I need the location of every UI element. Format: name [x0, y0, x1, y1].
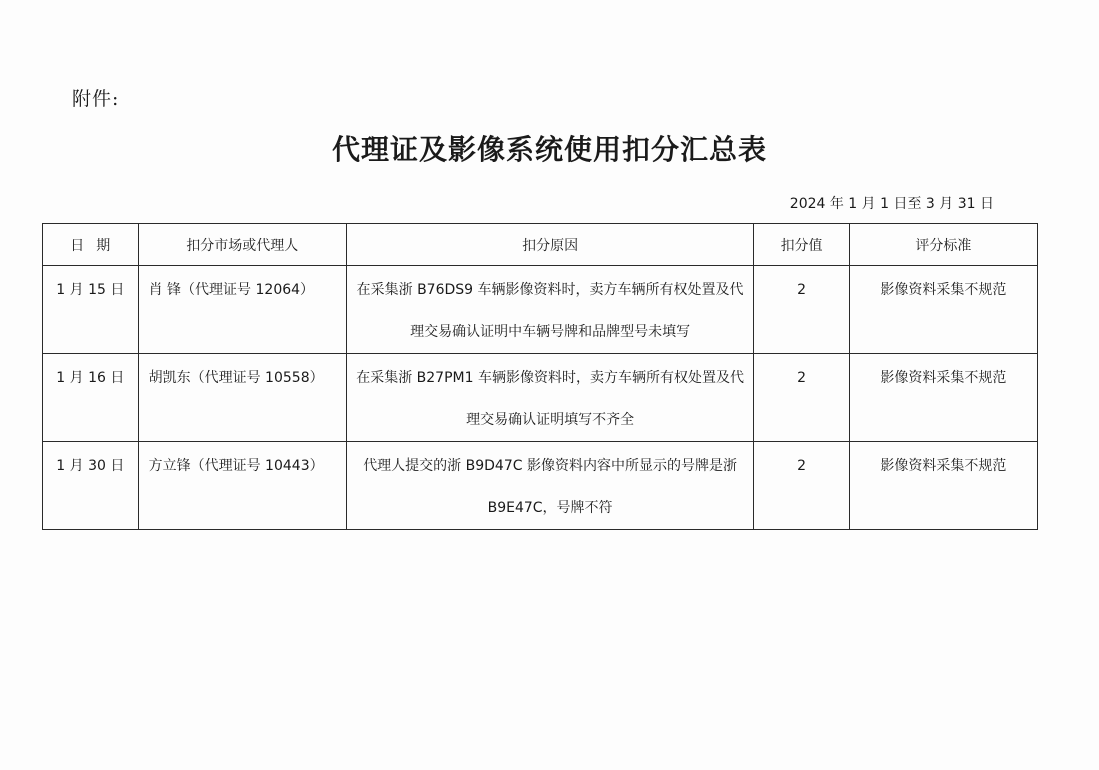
row-agent: 肖 锋（代理证号 12064）: [138, 266, 346, 354]
row-standard: 影像资料采集不规范: [849, 266, 1037, 354]
row-reason: 在采集浙 B27PM1 车辆影像资料时，卖方车辆所有权处置及代理交易确认证明填写不齐全: [346, 354, 753, 442]
table-row: [43, 266, 1038, 354]
deduction-summary-table: [42, 223, 1038, 530]
row-standard: 影像资料采集不规范: [849, 442, 1037, 530]
row-reason: 代理人提交的浙 B9D47C 影像资料内容中所显示的号牌是浙 B9E47C，号牌不符: [346, 442, 753, 530]
header-agent: 扣分市场或代理人: [138, 224, 346, 266]
header-date: 日期: [43, 224, 139, 266]
row-score: 2: [754, 442, 850, 530]
row-agent: 方立锋（代理证号 10443）: [138, 442, 346, 530]
row-date: 1 月 30 日: [43, 442, 139, 530]
row-date: 1 月 15 日: [43, 266, 139, 354]
page-title: 代理证及影像系统使用扣分汇总表: [331, 133, 767, 166]
attachment-label: 附件:: [72, 88, 120, 110]
table-row: [43, 442, 1038, 530]
header-reason: 扣分原因: [346, 224, 753, 266]
row-standard: 影像资料采集不规范: [849, 354, 1037, 442]
row-reason: 在采集浙 B76DS9 车辆影像资料时，卖方车辆所有权处置及代理交易确认证明中车辆号牌和品牌型号未填写: [346, 266, 753, 354]
header-score: 扣分值: [754, 224, 850, 266]
row-agent: 胡凯东（代理证号 10558）: [138, 354, 346, 442]
header-standard: 评分标准: [849, 224, 1037, 266]
row-score: 2: [754, 354, 850, 442]
row-date: 1 月 16 日: [43, 354, 139, 442]
row-score: 2: [754, 266, 850, 354]
table-row: [43, 354, 1038, 442]
date-range: 2024 年 1 月 1 日至 3 月 31 日: [789, 196, 994, 212]
